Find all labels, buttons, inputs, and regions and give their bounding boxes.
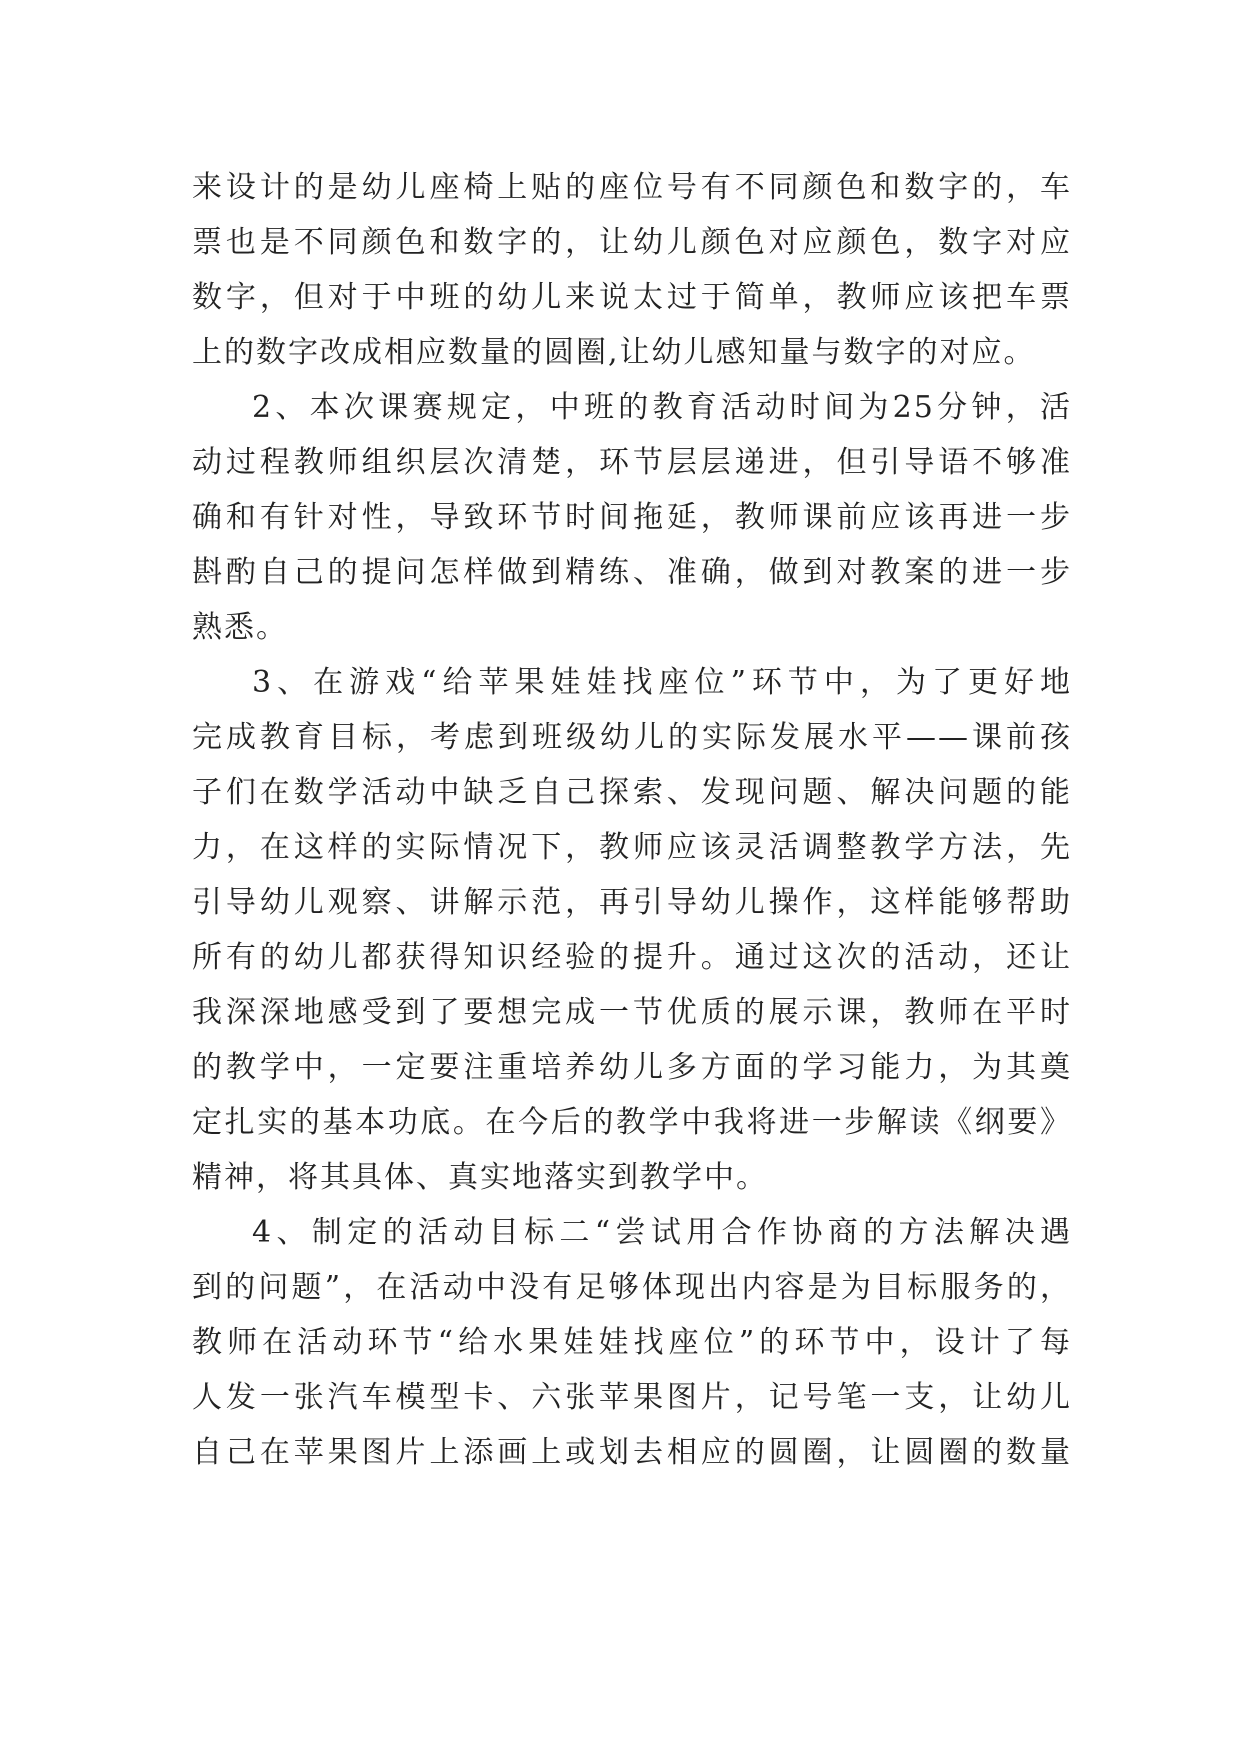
text-line: 数字，但对于中班的幼儿来说太过于简单，教师应该把车票 (192, 280, 1072, 315)
text-line: 3、在游戏“给苹果娃娃找座位”环节中，为了更好地 (252, 665, 1072, 700)
text-line: 上的数字改成相应数量的圆圈,让幼儿感知量与数字的对应。 (192, 335, 1036, 370)
text-line: 力，在这样的实际情况下，教师应该灵活调整教学方法，先 (192, 830, 1072, 865)
document-body (192, 160, 1072, 1480)
text-line: 精神，将其具体、真实地落实到教学中。 (192, 1160, 768, 1195)
text-line: 动过程教师组织层次清楚，环节层层递进，但引导语不够准 (192, 445, 1072, 480)
text-line: 到的问题”，在活动中没有足够体现出内容是为目标服务的， (192, 1270, 1072, 1305)
text-line: 引导幼儿观察、讲解示范，再引导幼儿操作，这样能够帮助 (192, 885, 1072, 920)
text-line: 熟悉。 (192, 610, 288, 645)
text-line: 自己在苹果图片上添画上或划去相应的圆圈，让圆圈的数量 (192, 1435, 1072, 1470)
text-line: 人发一张汽车模型卡、六张苹果图片，记号笔一支，让幼儿 (192, 1380, 1072, 1415)
text-line: 所有的幼儿都获得知识经验的提升。通过这次的活动，还让 (192, 940, 1072, 975)
text-line: 完成教育目标，考虑到班级幼儿的实际发展水平——课前孩 (192, 720, 1072, 755)
text-line: 2、本次课赛规定，中班的教育活动时间为25分钟，活 (252, 390, 1072, 425)
text-line: 票也是不同颜色和数字的，让幼儿颜色对应颜色，数字对应 (192, 225, 1072, 260)
text-line: 的教学中，一定要注重培养幼儿多方面的学习能力，为其奠 (192, 1050, 1072, 1085)
text-line: 4、制定的活动目标二“尝试用合作协商的方法解决遇 (252, 1215, 1072, 1250)
text-line: 斟酌自己的提问怎样做到精练、准确，做到对教案的进一步 (192, 555, 1072, 590)
text-line: 我深深地感受到了要想完成一节优质的展示课，教师在平时 (192, 995, 1072, 1030)
text-line: 确和有针对性，导致环节时间拖延，教师课前应该再进一步 (192, 500, 1072, 535)
text-line: 定扎实的基本功底。在今后的教学中我将进一步解读《纲要》 (192, 1105, 1072, 1140)
text-line: 来设计的是幼儿座椅上贴的座位号有不同颜色和数字的，车 (192, 170, 1072, 205)
text-line: 教师在活动环节“给水果娃娃找座位”的环节中，设计了每 (192, 1325, 1072, 1360)
text-line: 子们在数学活动中缺乏自己探索、发现问题、解决问题的能 (192, 775, 1072, 810)
